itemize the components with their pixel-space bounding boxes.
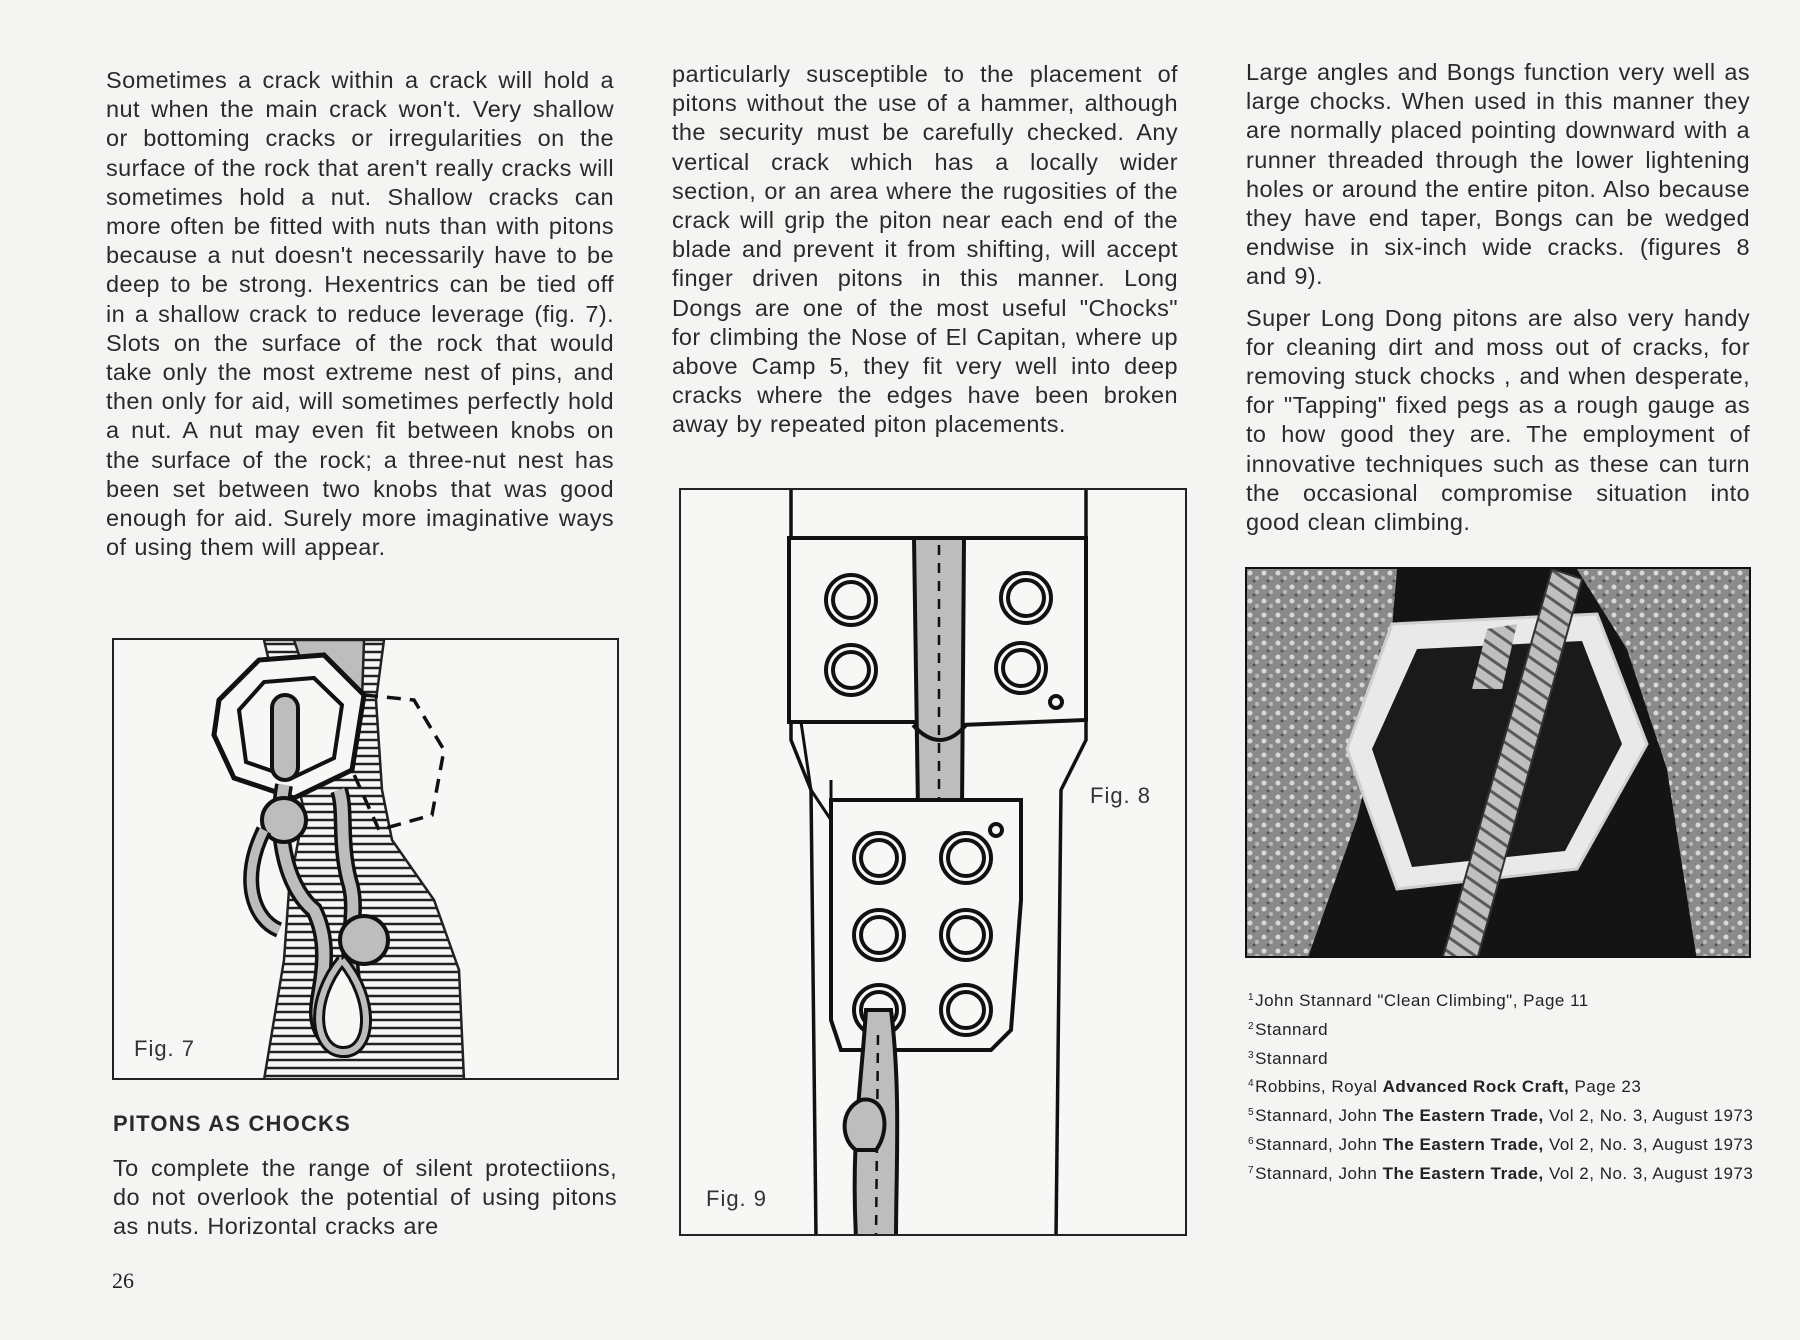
footnote: $^1$John Stannard "Clean Climbing", Page 11 bbox=[1248, 991, 1589, 1010]
section-paragraph-block bbox=[113, 1154, 617, 1242]
column-right-text bbox=[1246, 58, 1750, 537]
hexentric-drawing bbox=[114, 640, 619, 1080]
paragraph: Super Long Dong pitons are also very handy for cleaning dirt and moss out of cracks, for removing stuck chocks , and when desperate, for "Tapping" fixed pegs as a rough gauge as to how good they are. The employment of innovative techniques such as these can turn the occasional compromise situation into good clean climbing. bbox=[1246, 304, 1750, 536]
paragraph: Large angles and Bongs function very well as large chocks. When used in this manner they are normally placed pointing downward with a runner threaded through the lower lightening holes or around the entire piton. Also because they have end taper, Bongs can be wedged endwise in six-inch wide cracks. (figures 8 and 9). bbox=[1246, 59, 1750, 290]
footnote: $^7$Stannard, John The Eastern Trade, Vol 2, No. 3, August 1973 bbox=[1248, 1163, 1754, 1183]
paragraph: Sometimes a crack within a crack will hold a nut when the main crack won't. Very shallow or bottoming cracks or irregularities on the surface of the rock that aren't really cracks will sometimes hold a nut. Shallow cracks can more often be fitted with nuts than with pitons because a nut doesn't necessarily have to be deep to be strong. Hexentrics can be tied off in a shallow crack to reduce leverage (fig. 7). Slots on the surface of the rock that would take only the most extreme nest of pins, and then only for aid, will sometimes perfectly hold a nut. A nut may even fit between knobs on the surface of the rock; a three-nut nest has been set between two knobs that was good enough for aid. Surely more imaginative ways of using them will appear. bbox=[106, 67, 614, 561]
paragraph: particularly susceptible to the placement of pitons without the use of a hammer, although the security must be carefully checked. Any vertical crack which has a locally wider section, or an area where the rugosities of the crack will grip the piton near each end of the blade and prevent it from shifting, will accept finger driven pitons in this manner. Long Dongs are one of the most useful "Chocks" for climbing the Nose of El Capitan, where up above Camp 5, they fit very well into deep cracks where the edges have been broken away by repeated piton placements. bbox=[672, 61, 1178, 438]
footnote: $^3$Stannard bbox=[1248, 1048, 1329, 1068]
figure-label: Fig. 9 bbox=[706, 1186, 768, 1211]
figure-label: Fig. 7 bbox=[134, 1036, 196, 1061]
footnote: $^2$Stannard bbox=[1248, 1019, 1329, 1039]
piton-drawing bbox=[681, 490, 1187, 1236]
paragraph: To complete the range of silent protectiions, do not overlook the potential of using pitons as nuts. Horizontal cracks are bbox=[113, 1155, 617, 1240]
section-heading: PITONS AS CHOCKS bbox=[113, 1111, 352, 1136]
footnotes bbox=[1248, 985, 1756, 1187]
figure-label: Fig. 8 bbox=[1090, 783, 1152, 808]
footnote: $^4$Robbins, Royal Advanced Rock Craft, Page 23 bbox=[1248, 1077, 1642, 1097]
column-left-text bbox=[106, 66, 614, 562]
footnote: $^6$Stannard, John The Eastern Trade, Vol 2, No. 3, August 1973 bbox=[1248, 1134, 1754, 1154]
column-middle-text bbox=[672, 60, 1178, 440]
figure-8-9-piton-illustration bbox=[679, 488, 1187, 1236]
figure-7-hexentric-illustration bbox=[112, 638, 619, 1080]
page-number: 26 bbox=[112, 1268, 134, 1293]
photo-hexentric-in-crack bbox=[1245, 567, 1751, 958]
footnote: $^5$Stannard, John The Eastern Trade, Vol 2, No. 3, August 1973 bbox=[1248, 1106, 1754, 1126]
hexentric-photo bbox=[1247, 569, 1751, 958]
